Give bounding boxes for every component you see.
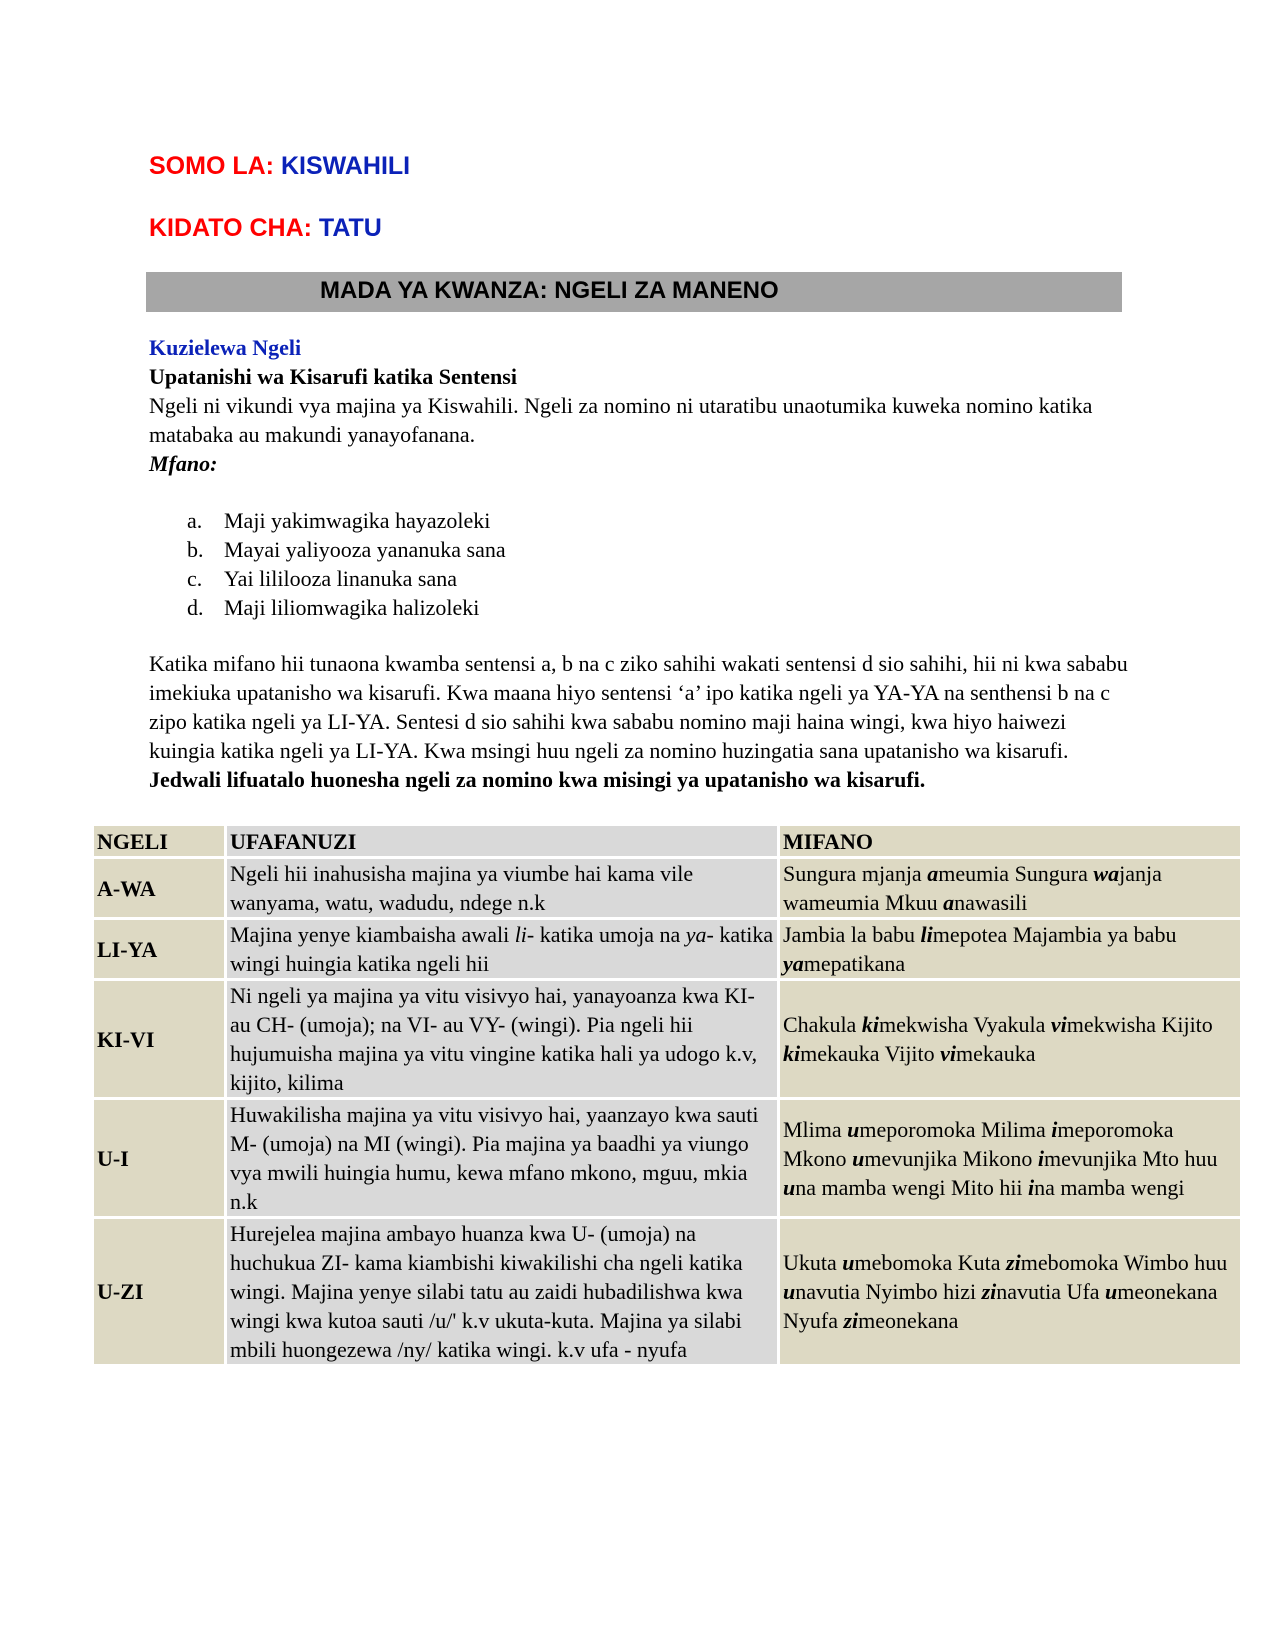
subtitle: Upatanishi wa Kisarufi katika Sentensi — [149, 364, 517, 389]
form-value: TATU — [318, 214, 382, 242]
cell-text: mebomoka Wimbo huu — [1020, 1250, 1228, 1275]
ngeli-table — [91, 823, 1243, 1367]
list-marker: a. — [187, 508, 203, 533]
emphasis-text: ya- — [685, 922, 714, 947]
cell-text: Chakula — [783, 1012, 862, 1037]
cell-text: janja wameumia Mkuu — [783, 861, 1162, 915]
list-text: Maji yakimwagika hayazoleki — [224, 508, 491, 533]
emphasis-text: i — [1028, 1174, 1035, 1200]
list-item — [187, 593, 506, 622]
cell-text: mebomoka Kuta — [854, 1250, 1007, 1275]
cell-text: mepatikana — [803, 951, 906, 976]
cell-text: mekwisha Kijito — [1066, 1012, 1213, 1037]
list-marker: d. — [187, 595, 204, 620]
subject-value: KISWAHILI — [280, 152, 411, 180]
list-text: Maji liliomwagika halizoleki — [224, 595, 480, 620]
mifano-cell — [779, 1099, 1242, 1218]
cell-text: Jambia la babu — [783, 922, 921, 947]
cell-text: navutia Ufa — [996, 1279, 1106, 1304]
ufafanuzi-cell — [226, 1218, 779, 1366]
emphasis-text: u — [847, 1116, 860, 1142]
mifano-cell — [779, 1218, 1242, 1366]
list-marker: b. — [187, 537, 204, 562]
cell-text: Sungura mjanja — [783, 861, 928, 886]
emphasis-text: wa — [1093, 861, 1120, 886]
mifano-cell — [779, 980, 1242, 1099]
emphasis-text: vi — [1050, 1012, 1067, 1037]
list-marker: c. — [187, 566, 203, 591]
emphasis-text: zi — [1006, 1250, 1021, 1275]
ufafanuzi-cell — [226, 858, 779, 919]
form-line — [149, 214, 382, 243]
list-text: Yai lililooza linanuka sana — [224, 566, 457, 591]
emphasis-text: u — [842, 1250, 855, 1275]
cell-text: mevunjika Mikono — [864, 1145, 1038, 1171]
subject-line — [149, 152, 410, 181]
table-row — [93, 980, 1242, 1099]
cell-text: mekwisha Vyakula — [878, 1012, 1051, 1037]
table-row — [93, 1099, 1242, 1218]
table-row — [93, 919, 1242, 980]
topic-banner — [146, 272, 1122, 312]
cell-text: katika umoja na — [534, 922, 686, 947]
cell-text: mepotea Majambia ya babu — [932, 922, 1177, 947]
header-mifano: MIFANO — [779, 825, 1242, 858]
topic-title: MADA YA KWANZA: NGELI ZA MANENO — [320, 277, 779, 304]
examples-list — [187, 506, 506, 622]
ufafanuzi-cell — [226, 1099, 779, 1218]
subject-label: SOMO LA: — [149, 152, 274, 180]
cell-text: Mlima — [783, 1116, 848, 1142]
cell-text: meporomoka Milima — [859, 1116, 1052, 1142]
table-row — [93, 858, 1242, 919]
emphasis-text: li- — [514, 922, 535, 947]
table-intro: Jedwali lifuatalo huonesha ngeli za nomino kwa misingi ya upatanisho wa kisarufi. — [149, 767, 926, 792]
cell-text: meonekana Nyufa — [783, 1279, 1218, 1333]
cell-text: meonekana — [858, 1308, 959, 1333]
cell-text: Huwakilisha majina ya vitu visivyo hai, yaanzayo kwa sauti M- (umoja) na MI (wingi). Pia majina ya baadhi ya viungo vya mwili huingia humu, kewa mfano mkono, mguu, mkia n.k — [230, 1102, 759, 1214]
cell-text: Hurejelea majina ambayo huanza kwa U- (umoja) na huchukua ZI- kama kiambishi kiwakilishi cha ngeli katika wingi. Majina yenye silabi tatu au zaidi hubadilishwa kwa wingi kwa kutoa sauti /u/' k.v ukuta-kuta. Majina ya silabi mbili huongezewa /ny/ katika wingi. k.v ufa - nyufa — [230, 1221, 743, 1362]
ufafanuzi-cell — [226, 919, 779, 980]
intro-paragraph: Ngeli ni vikundi vya majina ya Kiswahili. Ngeli za nomino ni utaratibu unaotumika kuweka nomino katika matabaka au makundi yanayofanana. — [149, 393, 1093, 447]
mifano-cell — [779, 858, 1242, 919]
emphasis-text: ki — [861, 1012, 879, 1037]
cell-text: meporomoka Mkono — [783, 1116, 1174, 1171]
emphasis-text: ya — [783, 951, 804, 976]
cell-text: na mamba wengi Mito hii — [795, 1174, 1029, 1200]
emphasis-text: a — [927, 861, 939, 886]
ngeli-cell: U-ZI — [93, 1218, 226, 1366]
list-item — [187, 564, 506, 593]
cell-text: Ngeli hii inahusisha majina ya viumbe hai kama vile wanyama, watu, wadudu, ndege n.k — [230, 861, 694, 915]
header-ngeli: NGELI — [93, 825, 226, 858]
emphasis-text: u — [783, 1174, 796, 1200]
explanation-block — [149, 649, 1129, 794]
cell-text: katika wingi huingia katika ngeli hii — [230, 922, 774, 976]
explanation-paragraph: Katika mifano hii tunaona kwamba sentensi a, b na c ziko sahihi wakati sentensi d sio sahihi, hii ni kwa sababu imekiuka upatanisho wa kisarufi. Kwa maana hiyo sentensi ‘a’ ipo katika ngeli ya YA-YA na senthensi b na c zipo katika ngeli ya LI-YA. Sentesi d sio sahihi kwa sababu nomino maji haina wingi, kwa hiyo haiwezi kuingia katika ngeli ya LI-YA. Kwa msingi huu ngeli za nomino huzingatia sana upatanisho wa kisarufi. — [149, 651, 1128, 763]
ngeli-cell: U-I — [93, 1099, 226, 1218]
emphasis-text: ki — [783, 1041, 801, 1066]
example-label: Mfano: — [149, 451, 218, 476]
cell-text: Majina yenye kiambaisha awali — [230, 922, 515, 947]
emphasis-text: zi — [981, 1279, 997, 1304]
cell-text: mekauka Vijito — [800, 1041, 941, 1066]
cell-text: navutia Nyimbo hizi — [795, 1279, 982, 1304]
table-header-row — [93, 825, 1242, 858]
form-label: KIDATO CHA: — [149, 214, 312, 242]
list-text: Mayai yaliyooza yananuka sana — [224, 537, 506, 562]
cell-text: meumia Sungura — [938, 861, 1094, 886]
emphasis-text: u — [783, 1279, 796, 1304]
ufafanuzi-cell — [226, 980, 779, 1099]
cell-text: mekauka — [956, 1041, 1036, 1066]
emphasis-text: i — [1037, 1145, 1044, 1171]
intro-block — [149, 333, 1129, 478]
ngeli-cell: A-WA — [93, 858, 226, 919]
ngeli-cell: KI-VI — [93, 980, 226, 1099]
emphasis-text: i — [1051, 1116, 1058, 1142]
emphasis-text: u — [852, 1145, 865, 1171]
header-ufafanuzi: UFAFANUZI — [226, 825, 779, 858]
section-title: Kuzielewa Ngeli — [149, 335, 302, 360]
ngeli-cell: LI-YA — [93, 919, 226, 980]
cell-text: mevunjika Mto huu — [1043, 1145, 1218, 1171]
emphasis-text: a — [943, 890, 955, 915]
emphasis-text: li — [920, 922, 933, 947]
table-row — [93, 1218, 1242, 1366]
emphasis-text: zi — [843, 1308, 859, 1333]
cell-text: Ukuta — [783, 1250, 843, 1275]
mifano-cell — [779, 919, 1242, 980]
cell-text: Ni ngeli ya majina ya vitu visivyo hai, yanayoanza kwa KI- au CH- (umoja); na VI- au VY- (wingi). Pia ngeli hii hujumuisha majina ya vitu vingine katika hali ya udogo k.v, kijito, kilima — [230, 983, 758, 1095]
cell-text: na mamba wengi — [1034, 1174, 1185, 1200]
cell-text: nawasili — [954, 890, 1028, 915]
list-item — [187, 506, 506, 535]
list-item — [187, 535, 506, 564]
emphasis-text: u — [1105, 1279, 1118, 1304]
emphasis-text: vi — [940, 1041, 957, 1066]
